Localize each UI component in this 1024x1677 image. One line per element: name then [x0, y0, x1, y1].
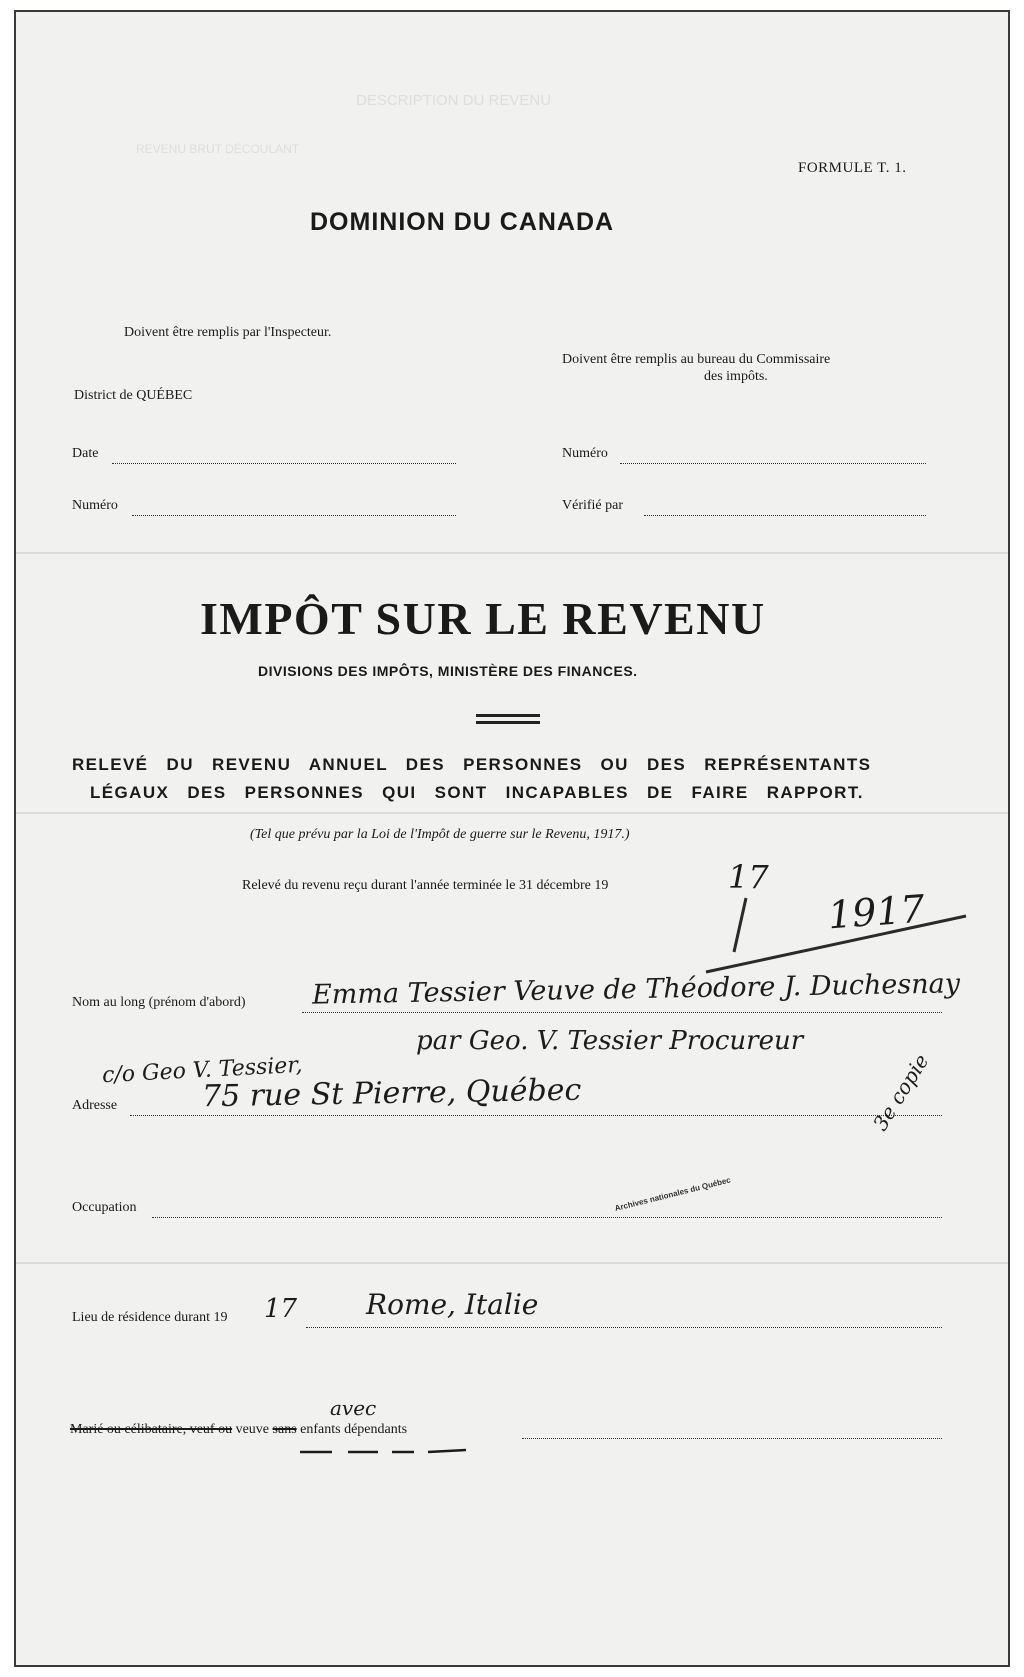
adresse-field-line: [130, 1115, 942, 1116]
adresse-label: Adresse: [72, 1098, 118, 1113]
handwritten-residence[interactable]: Rome, Italie: [366, 1288, 539, 1321]
verifie-label: Vérifié par: [562, 498, 624, 513]
underline-strokes: [296, 1444, 476, 1460]
commissioner-note-line1: Doivent être remplis au bureau du Commissaire: [562, 352, 831, 367]
handwritten-year-fraction: 17: [728, 858, 769, 896]
fold-line: [16, 552, 1008, 554]
numero-left-label: Numéro: [72, 498, 118, 513]
inspector-note: Doivent être remplis par l'Inspecteur.: [124, 325, 332, 340]
handwritten-nom[interactable]: Emma Tessier Veuve de Théodore J. Duchesnay: [311, 968, 961, 1011]
veuve-text: veuve: [235, 1422, 270, 1437]
handwritten-avec: avec: [330, 1396, 377, 1420]
releve-line1: RELEVÉ DU REVENU ANNUEL DES PERSONNES OU DES REPRÉSENTANTS: [72, 755, 872, 774]
fold-line: [16, 812, 1008, 814]
nom-field-line: [302, 1012, 942, 1013]
handwritten-year: 1917: [826, 886, 927, 938]
residence-field-line: [306, 1327, 942, 1328]
dominion-heading: DOMINION DU CANADA: [310, 208, 615, 236]
marital-status-line: [70, 1422, 407, 1438]
marital-field-line: [522, 1438, 942, 1439]
form-number: FORMULE T. 1.: [798, 160, 907, 176]
handwritten-residence-year: 17: [264, 1294, 298, 1324]
date-field[interactable]: [112, 463, 456, 464]
main-title: IMPÔT SUR LE REVENU: [200, 593, 766, 644]
loi-note: (Tel que prévu par la Loi de l'Impôt de guerre sur le Revenu, 1917.): [250, 827, 630, 842]
handwritten-adresse[interactable]: 75 rue St Pierre, Québec: [201, 1072, 582, 1115]
commissioner-note-line2: des impôts.: [704, 369, 768, 384]
marie-struck-text: Marié ou célibataire, veuf ou: [70, 1422, 233, 1437]
archives-stamp: Archives nationales du Québec: [613, 1175, 732, 1213]
fold-line: [16, 1262, 1008, 1264]
nom-label: Nom au long (prénom d'abord): [72, 995, 246, 1010]
numero-left-field[interactable]: [132, 515, 456, 516]
numero-right-field[interactable]: [620, 463, 926, 464]
sans-struck-text: sans: [272, 1422, 297, 1437]
handwritten-par[interactable]: par Geo. V. Tessier Procureur: [416, 1026, 804, 1056]
date-label: Date: [72, 446, 99, 461]
occupation-label: Occupation: [72, 1200, 137, 1215]
releve-line2: LÉGAUX DES PERSONNES QUI SONT INCAPABLES DE FAIRE RAPPORT.: [90, 783, 864, 802]
district-label: District de QUÉBEC: [74, 388, 193, 403]
handwritten-copie-note: 3e copie: [868, 1049, 934, 1135]
title-divider: [476, 714, 540, 728]
occupation-field-line[interactable]: [152, 1217, 942, 1218]
residence-label: Lieu de résidence durant 19: [72, 1310, 228, 1325]
numero-right-label: Numéro: [562, 446, 608, 461]
handwritten-co[interactable]: c/o Geo V. Tessier,: [101, 1052, 304, 1089]
verifie-field[interactable]: [644, 515, 926, 516]
annee-label: Relevé du revenu reçu durant l'année terminée le 31 décembre 19: [242, 878, 609, 893]
document-page: DESCRIPTION DU REVENU REVENU BRUT DÉCOULANT FORMULE T. 1. DOMINION DU CANADA Doivent être remplis par l'Inspecteur. Doivent être remplis au bureau du Commissaire des impôts. District de QUÉBEC Date Numéro Numéro Vérifié par IMPÔT SUR LE REVENU DIVISIONS DES IMPÔTS, MINISTÈRE DES FINANCES. RELEVÉ DU REVENU ANNUEL DES PERSONNES OU DES REPRÉSENTANTS LÉGAUX DES PERSONNES QUI SONT INCAPABLES DE FAIRE RAPPORT. (Tel que prévu par la Loi de l'Impôt de guerre sur le Revenu, 1917.) Relevé du revenu reçu durant l'année terminée le 31 décembre 19 17 1917 Nom au long (prénom d'abord) Emma Tessier Veuve de Théodore J. Duchesnay par Geo. V. Tessier Procureur c/o Geo V. Tessier, Adresse 75 rue St Pierre, Québec 3e copie Archives nationales du Québec Occupation Lieu de résidence durant 19 17 Rome, Italie avec Marié ou célibataire, veuf ou veuve sans enfants dépendants: [14, 10, 1010, 1667]
enfants-text: enfants dépendants: [300, 1422, 408, 1437]
divisions-subtitle: DIVISIONS DES IMPÔTS, MINISTÈRE DES FINANCES.: [258, 663, 638, 679]
